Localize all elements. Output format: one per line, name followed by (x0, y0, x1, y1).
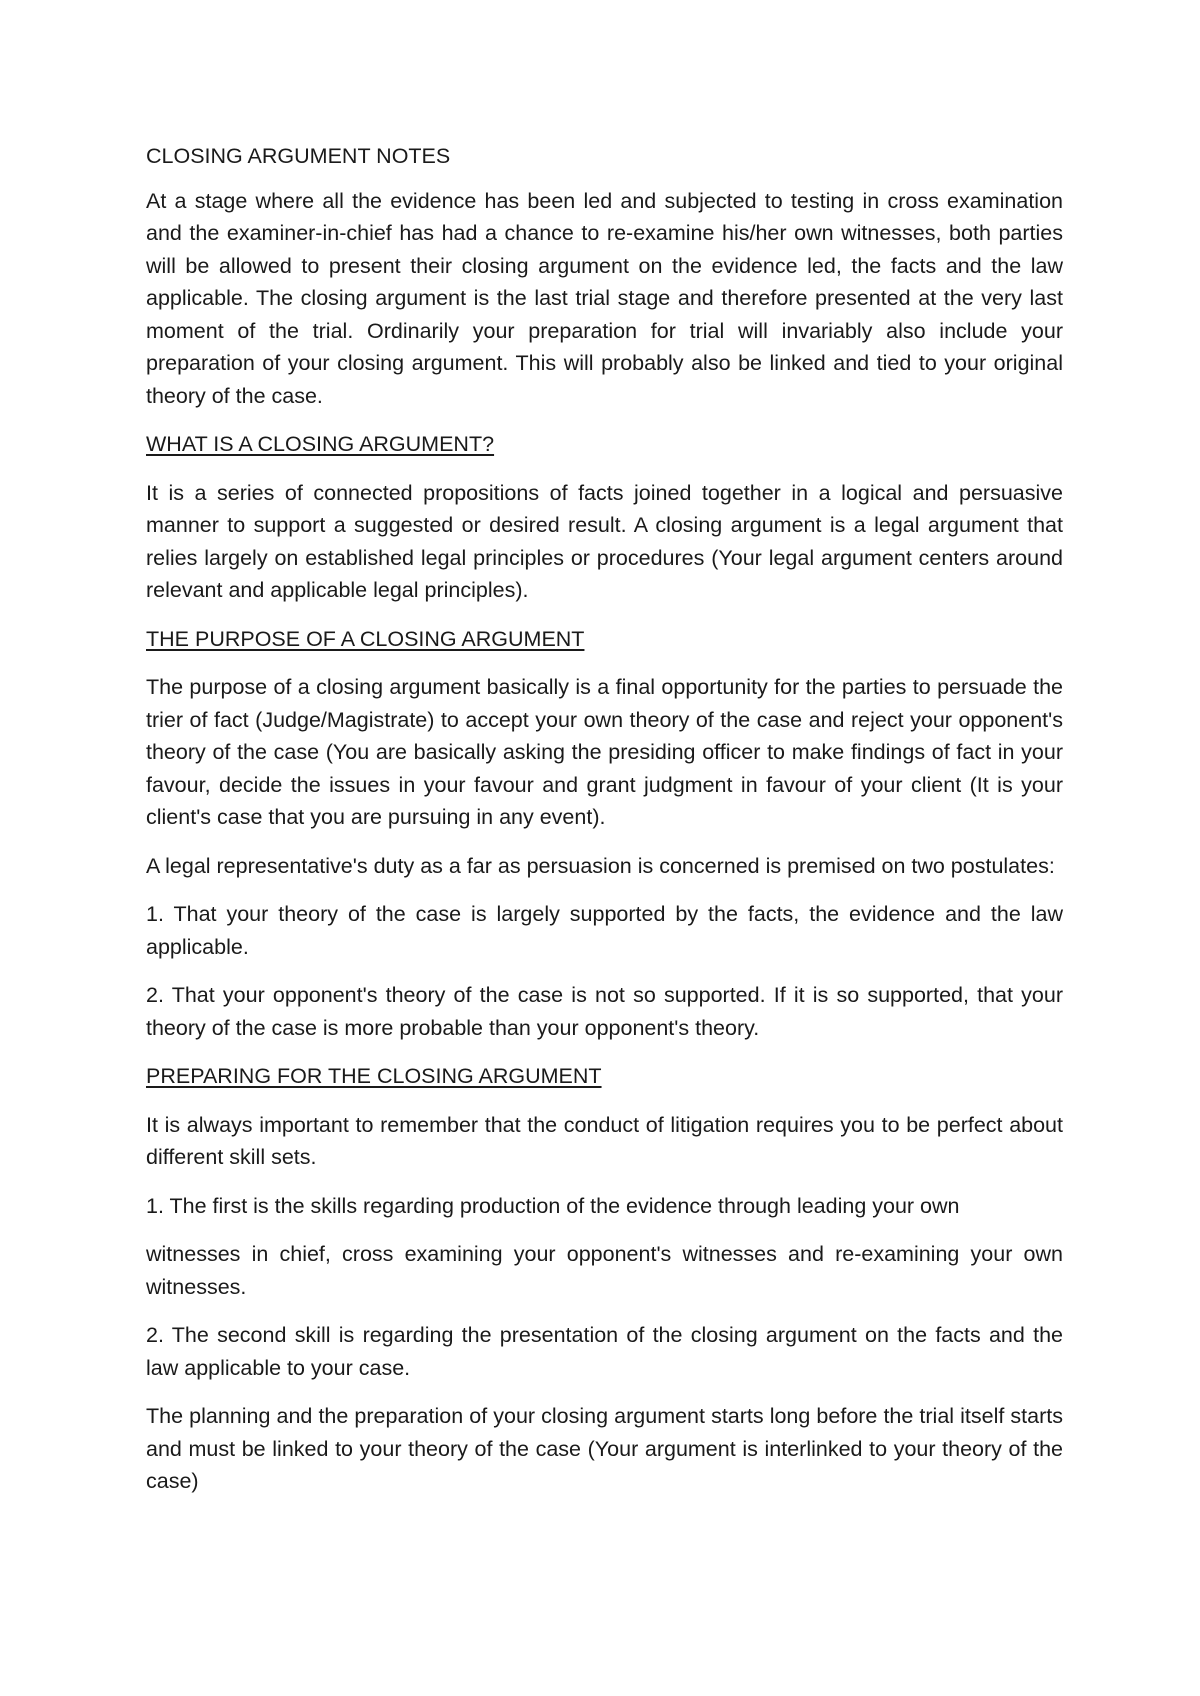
section-heading-purpose: THE PURPOSE OF A CLOSING ARGUMENT (146, 626, 585, 651)
what-is-paragraph: It is a series of connected propositions of facts joined together in a logical and persuasive manner to support a suggested or desired result. A closing argument is a legal argument that relies largely on established legal principles or procedures (Your legal argument centers around relevant and applicable legal principles). (146, 480, 1063, 602)
skill-1-line: 1. The first is the skills regarding production of the evidence through leading your own (146, 1193, 960, 1218)
intro-paragraph: At a stage where all the evidence has been led and subjected to testing in cross examination and the examiner-in-chief has had a chance to re-examine his/her own witnesses, both parties will be allowed to present their closing argument on the evidence led, the facts and the law applicable. The closing argument is the last trial stage and therefore presented at the very last moment of the trial. Ordinarily your preparation for trial will invariably also include your preparation of your closing argument. This will probably also be linked and tied to your original theory of the case. (146, 188, 1063, 408)
skill-1-continued: witnesses in chief, cross examining your opponent's witnesses and re-examining your own witnesses. (146, 1242, 1063, 1299)
section-heading-preparing: PREPARING FOR THE CLOSING ARGUMENT (146, 1064, 602, 1088)
preparing-paragraph: It is always important to remember that the conduct of litigation requires you to be perfect about different skill sets. (146, 1112, 1063, 1169)
planning-paragraph: The planning and the preparation of your closing argument starts long before the trial itself starts and must be linked to your theory of the case (Your argument is interlinked to your theory of the case) (146, 1404, 1063, 1493)
skill-2: 2. The second skill is regarding the presentation of the closing argument on the facts and the law applicable to your case. (146, 1323, 1063, 1380)
duty-paragraph: A legal representative's duty as a far as persuasion is concerned is premised on two postulates: (146, 853, 1055, 878)
document-page (146, 140, 1063, 1514)
purpose-paragraph: The purpose of a closing argument basically is a final opportunity for the parties to persuade the trier of fact (Judge/Magistrate) to accept your own theory of the case and reject your opponent's theory of the case (You are basically asking the presiding officer to make findings of fact in your favour, decide the issues in your favour and grant judgment in favour of your client (It is your client's case that you are pursuing in any event). (146, 675, 1063, 829)
postulate-1: 1. That your theory of the case is largely supported by the facts, the evidence and the law applicable. (146, 902, 1063, 959)
section-heading-what-is: WHAT IS A CLOSING ARGUMENT? (146, 432, 495, 456)
document-title: CLOSING ARGUMENT NOTES (146, 144, 451, 168)
postulate-2: 2. That your opponent's theory of the case is not so supported. If it is so supported, that your theory of the case is more probable than your opponent's theory. (146, 983, 1063, 1040)
